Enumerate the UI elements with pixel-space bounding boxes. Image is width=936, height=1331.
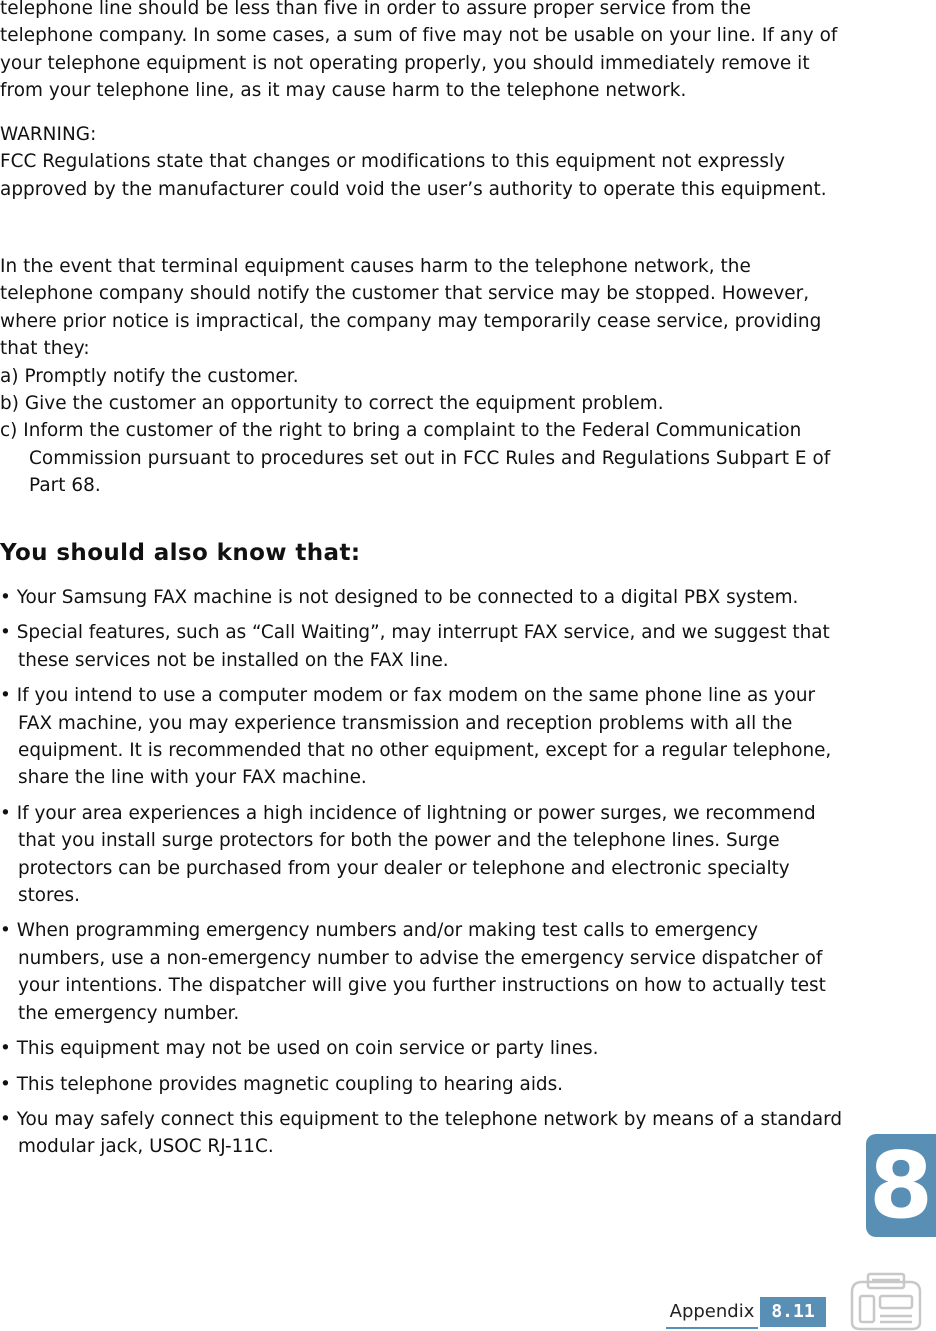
bullet-item: • If you intend to use a computer modem or fax modem on the same phone line as your FAX machine, you may experience transmission and reception problems with all the equipment. It is recommended that no other equipment, except for a regular telephone, share the line with your FAX machine. <box>0 685 832 789</box>
event-item-b: b) Give the customer an opportunity to correct the equipment problem. <box>0 393 664 415</box>
bullet-item: • This equipment may not be used on coin service or party lines. <box>0 1038 599 1060</box>
bullet-item: • Your Samsung FAX machine is not designed to be connected to a digital PBX system. <box>0 587 799 608</box>
bullet-item: • You may safely connect this equipment to the telephone network by means of a standard modular jack, USOC RJ-11C. <box>0 1108 843 1158</box>
fax-machine-icon <box>844 1272 928 1331</box>
event-item-c: c) Inform the customer of the right to bring a complaint to the Federal Communication Commission pursuant to procedures set out in FCC Rules and Regulations Subpart E of Part 68. <box>0 420 831 497</box>
section-heading: You should also know that: <box>0 540 361 566</box>
footer-section-label: Appendix <box>666 1297 758 1329</box>
event-item-a: a) Promptly notify the customer. <box>0 365 299 387</box>
chapter-number: 8 <box>868 1131 933 1239</box>
warning-title: WARNING: <box>0 124 97 145</box>
event-block <box>0 253 845 500</box>
bullet-list <box>0 584 845 1169</box>
intro-paragraph <box>0 0 845 105</box>
warning-body: FCC Regulations state that changes or modifications to this equipment not expressly approved by the manufacturer could void the user’s authority to operate this equipment. <box>0 151 827 200</box>
warning-block <box>0 121 845 203</box>
footer-page-number: 8.11 <box>760 1297 826 1327</box>
intro-text: telephone line should be less than five in order to assure proper service from the telephone company. In some cases, a sum of five may not be usable on your line. If any of your telephone equipment is not operating properly, you should immediately remove it from your telephone line, as it may cause harm to the telephone network. <box>0 0 838 102</box>
bullet-item: • This telephone provides magnetic coupling to hearing aids. <box>0 1073 564 1095</box>
chapter-tab <box>866 1131 936 1239</box>
bullet-item: • When programming emergency numbers and/or making test calls to emergency numbers, use a non-emergency number to advise the emergency service dispatcher of your intentions. The dispatcher will give you further instructions on how to actually test the emergency number. <box>0 920 826 1024</box>
bullet-item: • If your area experiences a high incidence of lightning or power surges, we recommend that you install surge protectors for both the power and the telephone lines. Surge protectors can be purchased from your dealer or telephone and electronic specialty stores. <box>0 802 816 907</box>
bullet-item: • Special features, such as “Call Waiting”, may interrupt FAX service, and we suggest that these services not be installed on the FAX line. <box>0 622 830 671</box>
event-body: In the event that terminal equipment causes harm to the telephone network, the telephone company should notify the customer that service may be stopped. However, where prior notice is impractical, the company may temporarily cease service, providing that they: <box>0 256 822 360</box>
